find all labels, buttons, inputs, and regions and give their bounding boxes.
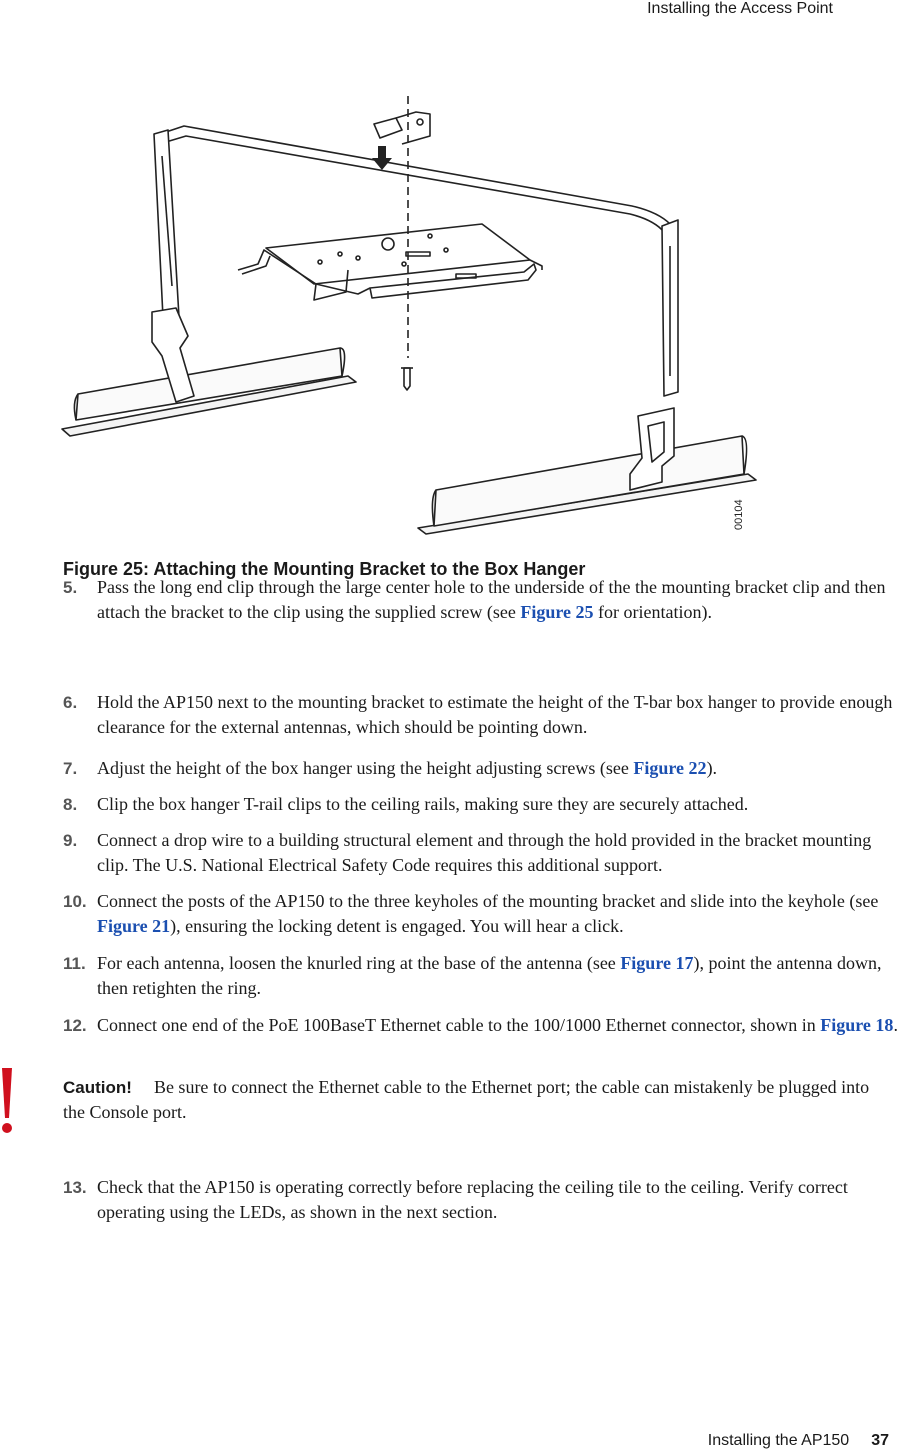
step-text: Hold the AP150 next to the mounting bracket to estimate the height of the T-bar box hanger to provide enough clearance for the external antennas, which should be pointing down. [97,692,893,737]
step-text: . [893,1015,898,1035]
step-number: 11. [63,954,86,973]
step-13 [63,1175,899,1225]
step-6 [63,690,899,740]
mounting-bracket-figure [58,86,778,546]
figure-link[interactable]: Figure 21 [97,916,171,936]
step-text: Clip the box hanger T-rail clips to the ceiling rails, making sure they are securely attached. [97,794,749,814]
page-footer [708,1432,889,1450]
step-5 [63,575,899,625]
page-number: 37 [871,1432,889,1449]
step-text: Connect one end of the PoE 100BaseT Ethernet cable to the 100/1000 Ethernet connector, shown in [97,1015,821,1035]
figure-link[interactable]: Figure 17 [620,953,694,973]
step-text: Connect the posts of the AP150 to the three keyholes of the mounting bracket and slide into the keyhole (see [97,891,879,911]
step-text: Pass the long end clip through the large center hole to the underside of the the mounting bracket clip and then attach the bracket to the clip using the supplied screw (see [97,577,886,622]
figure-caption: Figure 25: Attaching the Mounting Bracket to the Box Hanger [63,559,586,579]
step-12 [63,1013,899,1038]
caution-icon [0,1066,14,1136]
step-number: 12. [63,1016,87,1035]
step-text: ), point the antenna down, then retighten the ring. [97,953,882,998]
step-text: For each antenna, loosen the knurled ring at the base of the antenna (see [97,953,621,973]
caution-note [63,1075,893,1125]
step-text: Adjust the height of the box hanger using the height adjusting screws (see [97,758,634,778]
step-text: ), ensuring the locking detent is engaged. You will hear a click. [170,916,624,936]
step-number: 8. [63,795,78,814]
running-header: Installing the Access Point [647,0,833,17]
step-10 [63,889,899,939]
figure-link[interactable]: Figure 22 [633,758,707,778]
step-number: 6. [63,693,78,712]
figure-link[interactable]: Figure 18 [820,1015,894,1035]
caution-text: Be sure to connect the Ethernet cable to the Ethernet port; the cable can mistakenly be plugged into the Console port. [63,1077,870,1122]
figure-link[interactable]: Figure 25 [520,602,594,622]
step-number: 7. [63,759,78,778]
step-text: for orientation). [593,602,712,622]
step-number: 9. [63,831,78,850]
step-number: 5. [63,578,78,597]
step-number: 13. [63,1178,87,1197]
step-number: 10. [63,892,87,911]
step-8 [63,792,899,817]
step-9 [63,828,899,878]
step-7 [63,756,899,781]
footer-section: Installing the AP150 [707,1432,850,1449]
figure-code: 00104 [733,499,745,530]
step-text: Check that the AP150 is operating correctly before replacing the ceiling tile to the ceiling. Verify correct operating using the LEDs, as shown in the next section. [97,1177,848,1222]
step-text: Connect a drop wire to a building structural element and through the hold provided in the bracket mounting clip. The U.S. National Electrical Safety Code requires this additional support. [97,830,872,875]
step-text: ). [706,758,718,778]
step-11 [63,951,899,1001]
caution-label: Caution! [63,1078,132,1097]
